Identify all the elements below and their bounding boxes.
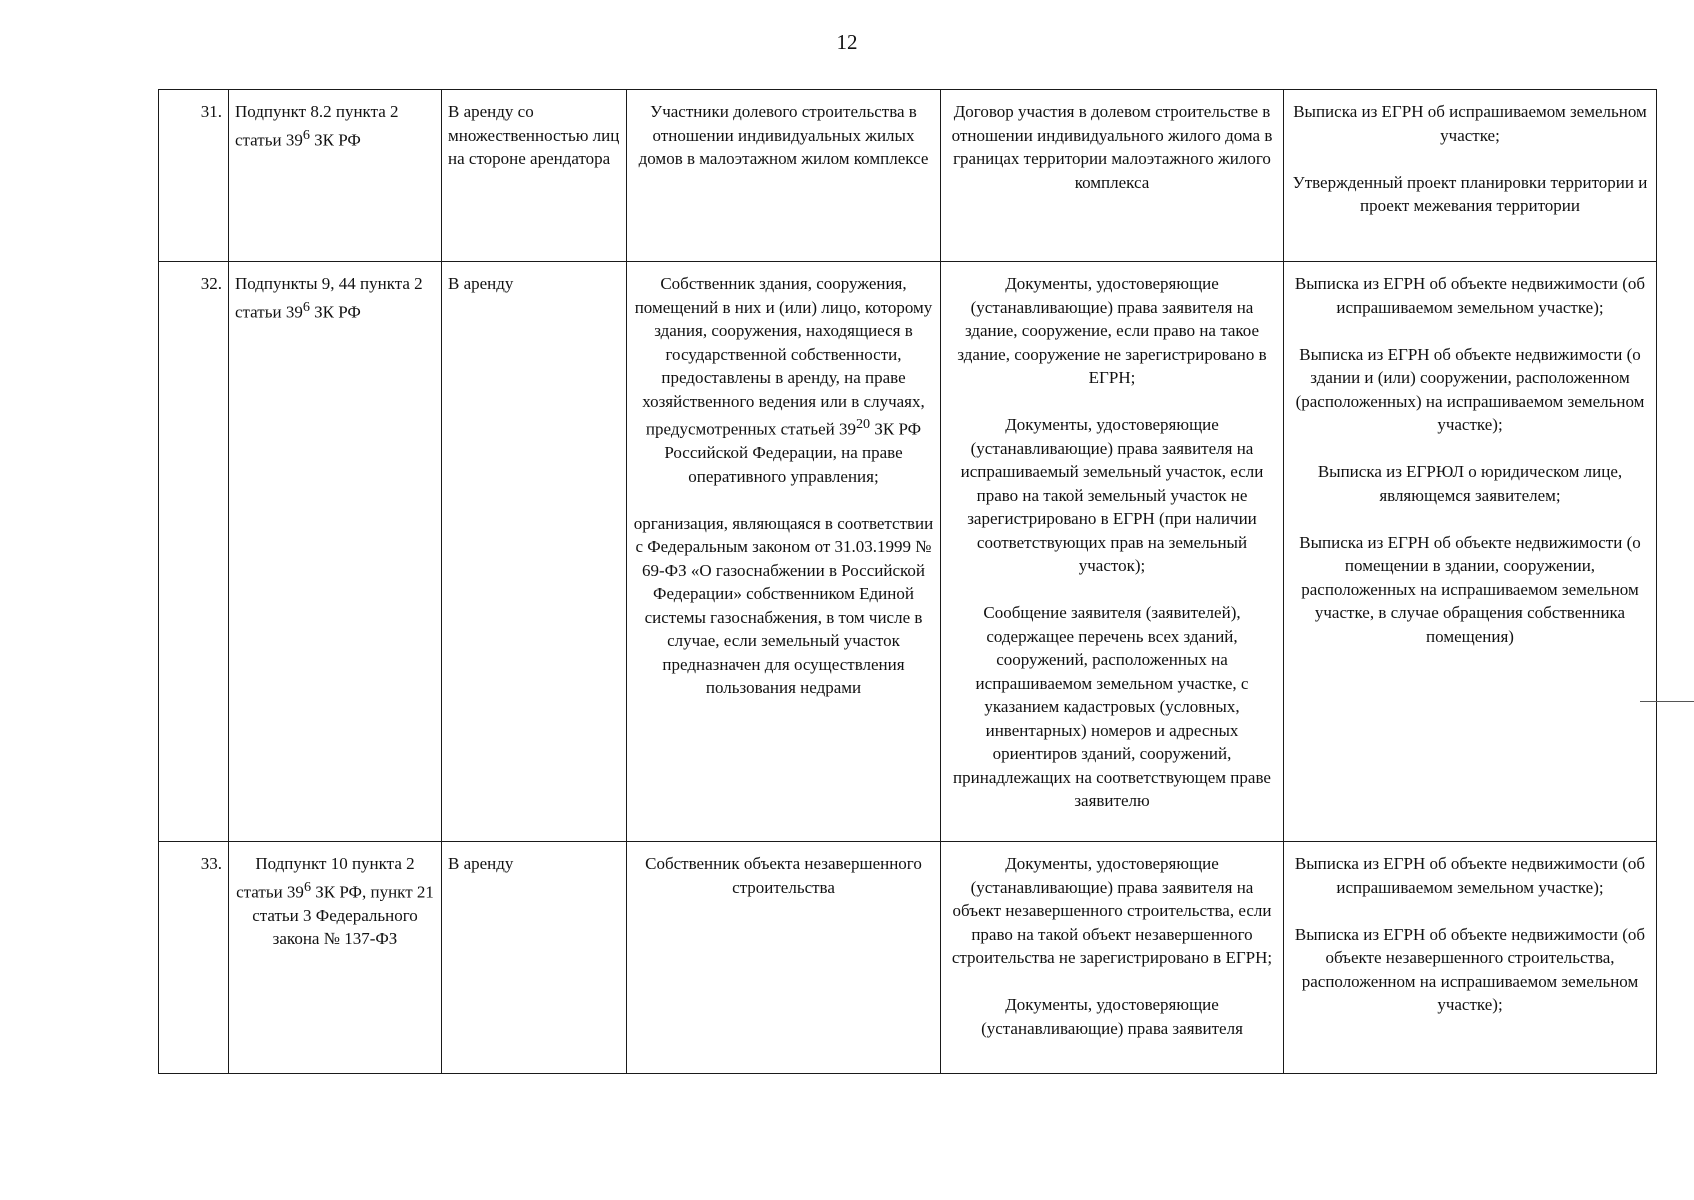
scan-mark bbox=[1640, 701, 1694, 702]
document-item: Документы, удостоверяющие (устанавливающие) права заявителя на здание, сооружение, если право на такое здание, сооружение не зарегистрировано в ЕГРН; bbox=[957, 274, 1267, 387]
table-row bbox=[159, 90, 1657, 262]
row-number: 32. bbox=[159, 262, 229, 842]
authority-documents-cell bbox=[1284, 262, 1657, 842]
document-item: Выписка из ЕГРН об объекте недвижимости (об испрашиваемом земельном участке); bbox=[1294, 274, 1646, 317]
document-item: Документы, удостоверяющие (устанавливающие) права заявителя на испрашиваемый земельный участок, если право на такой земельный участок не зарегистрировано в ЕГРН (при наличии соответствующих прав на земельный участок); bbox=[960, 415, 1264, 575]
legal-basis-cell: Подпункт 10 пункта 2 статьи $39^6$ ЗК РФ, пункт 21 статьи 3 Федерального закона № 137-ФЗ bbox=[229, 842, 442, 1074]
authority-documents-cell bbox=[1284, 842, 1657, 1074]
document-item: Документы, удостоверяющие (устанавливающие) права заявителя на объект незавершенного строительства, если право на такой объект незавершенного строительства не зарегистрировано в ЕГРН; bbox=[951, 854, 1273, 967]
applicant-documents-cell bbox=[941, 842, 1284, 1074]
document-item: Выписка из ЕГРН об объекте недвижимости (о здании и (или) сооружении, расположенном (расположенных) на испрашиваемом земельном участке); bbox=[1295, 344, 1645, 434]
legal-basis-cell: Подпункты 9, 44 пункта 2 статьи $39^6$ ЗК РФ bbox=[229, 262, 442, 842]
applicant-text: организация, являющаяся в соответствии с Федеральным законом от 31.03.1999 № 69-ФЗ «О газоснабжении в Российской Федерации» собственником Единой системы газоснабжения, в том числе в случае, если земельный участок предназначен для осуществления пользования недрами bbox=[633, 513, 934, 698]
right-type-cell: В аренду bbox=[442, 842, 627, 1074]
document-item: Выписка из ЕГРН об объекте недвижимости (о помещении в здании, сооружении, расположенных на испрашиваемом земельном участке, в случае обращения собственника помещения) bbox=[1299, 532, 1641, 646]
table-row bbox=[159, 262, 1657, 842]
page-number: 12 bbox=[836, 30, 858, 54]
document-item: Выписка из ЕГРН об объекте недвижимости (об объекте незавершенного строительства, расположенном на испрашиваемом земельном участке); bbox=[1294, 924, 1646, 1014]
authority-documents-cell bbox=[1284, 90, 1657, 262]
legal-basis-cell: Подпункт 8.2 пункта 2 статьи $39^6$ ЗК РФ bbox=[229, 90, 442, 262]
applicant-cell bbox=[627, 262, 941, 842]
row-number: 31. bbox=[159, 90, 229, 262]
document-item: Выписка из ЕГРЮЛ о юридическом лице, являющемся заявителем; bbox=[1317, 462, 1623, 505]
document-item: Выписка из ЕГРН об испрашиваемом земельном участке; bbox=[1293, 102, 1647, 145]
row-number: 33. bbox=[159, 842, 229, 1074]
document-item: Договор участия в долевом строительстве в отношении индивидуального жилого дома в границах территории малоэтажного жилого комплекса bbox=[951, 102, 1273, 192]
applicant-documents-cell bbox=[941, 90, 1284, 262]
document-item: Выписка из ЕГРН об объекте недвижимости (об испрашиваемом земельном участке); bbox=[1294, 854, 1646, 897]
table-row bbox=[159, 842, 1657, 1074]
document-item: Утвержденный проект планировки территории и проект межевания территории bbox=[1292, 172, 1648, 215]
right-type-cell: В аренду bbox=[442, 262, 627, 842]
right-type-cell: В аренду со множественностью лиц на стороне арендатора bbox=[442, 90, 627, 262]
applicant-cell bbox=[627, 90, 941, 262]
applicant-text: Собственник здания, сооружения, помещений в них и (или) лицо, которому здания, сооружения, находящиеся в государственной собственности, предоставлены в аренду, на праве хозяйственного ведения или в случаях, предусмотренных статьей $39^{20}$ ЗК РФ Российской Федерации, на праве оперативного управления; bbox=[634, 274, 933, 486]
applicant-text: Собственник объекта незавершенного строительства bbox=[645, 854, 922, 897]
applicant-text: Участники долевого строительства в отношении индивидуальных жилых домов в малоэтажном жилом комплексе bbox=[638, 102, 929, 168]
document-item: Документы, удостоверяющие (устанавливающие) права заявителя bbox=[981, 995, 1243, 1038]
applicant-documents-cell bbox=[941, 262, 1284, 842]
documents-table bbox=[158, 89, 1657, 1074]
applicant-cell bbox=[627, 842, 941, 1074]
document-item: Сообщение заявителя (заявителей), содержащее перечень всех зданий, сооружений, расположенных на испрашиваемом земельном участке, с указанием кадастровых (условных, инвентарных) номеров и адресных ориентиров зданий, сооружений, принадлежащих на соответствующем праве заявителю bbox=[953, 603, 1271, 810]
